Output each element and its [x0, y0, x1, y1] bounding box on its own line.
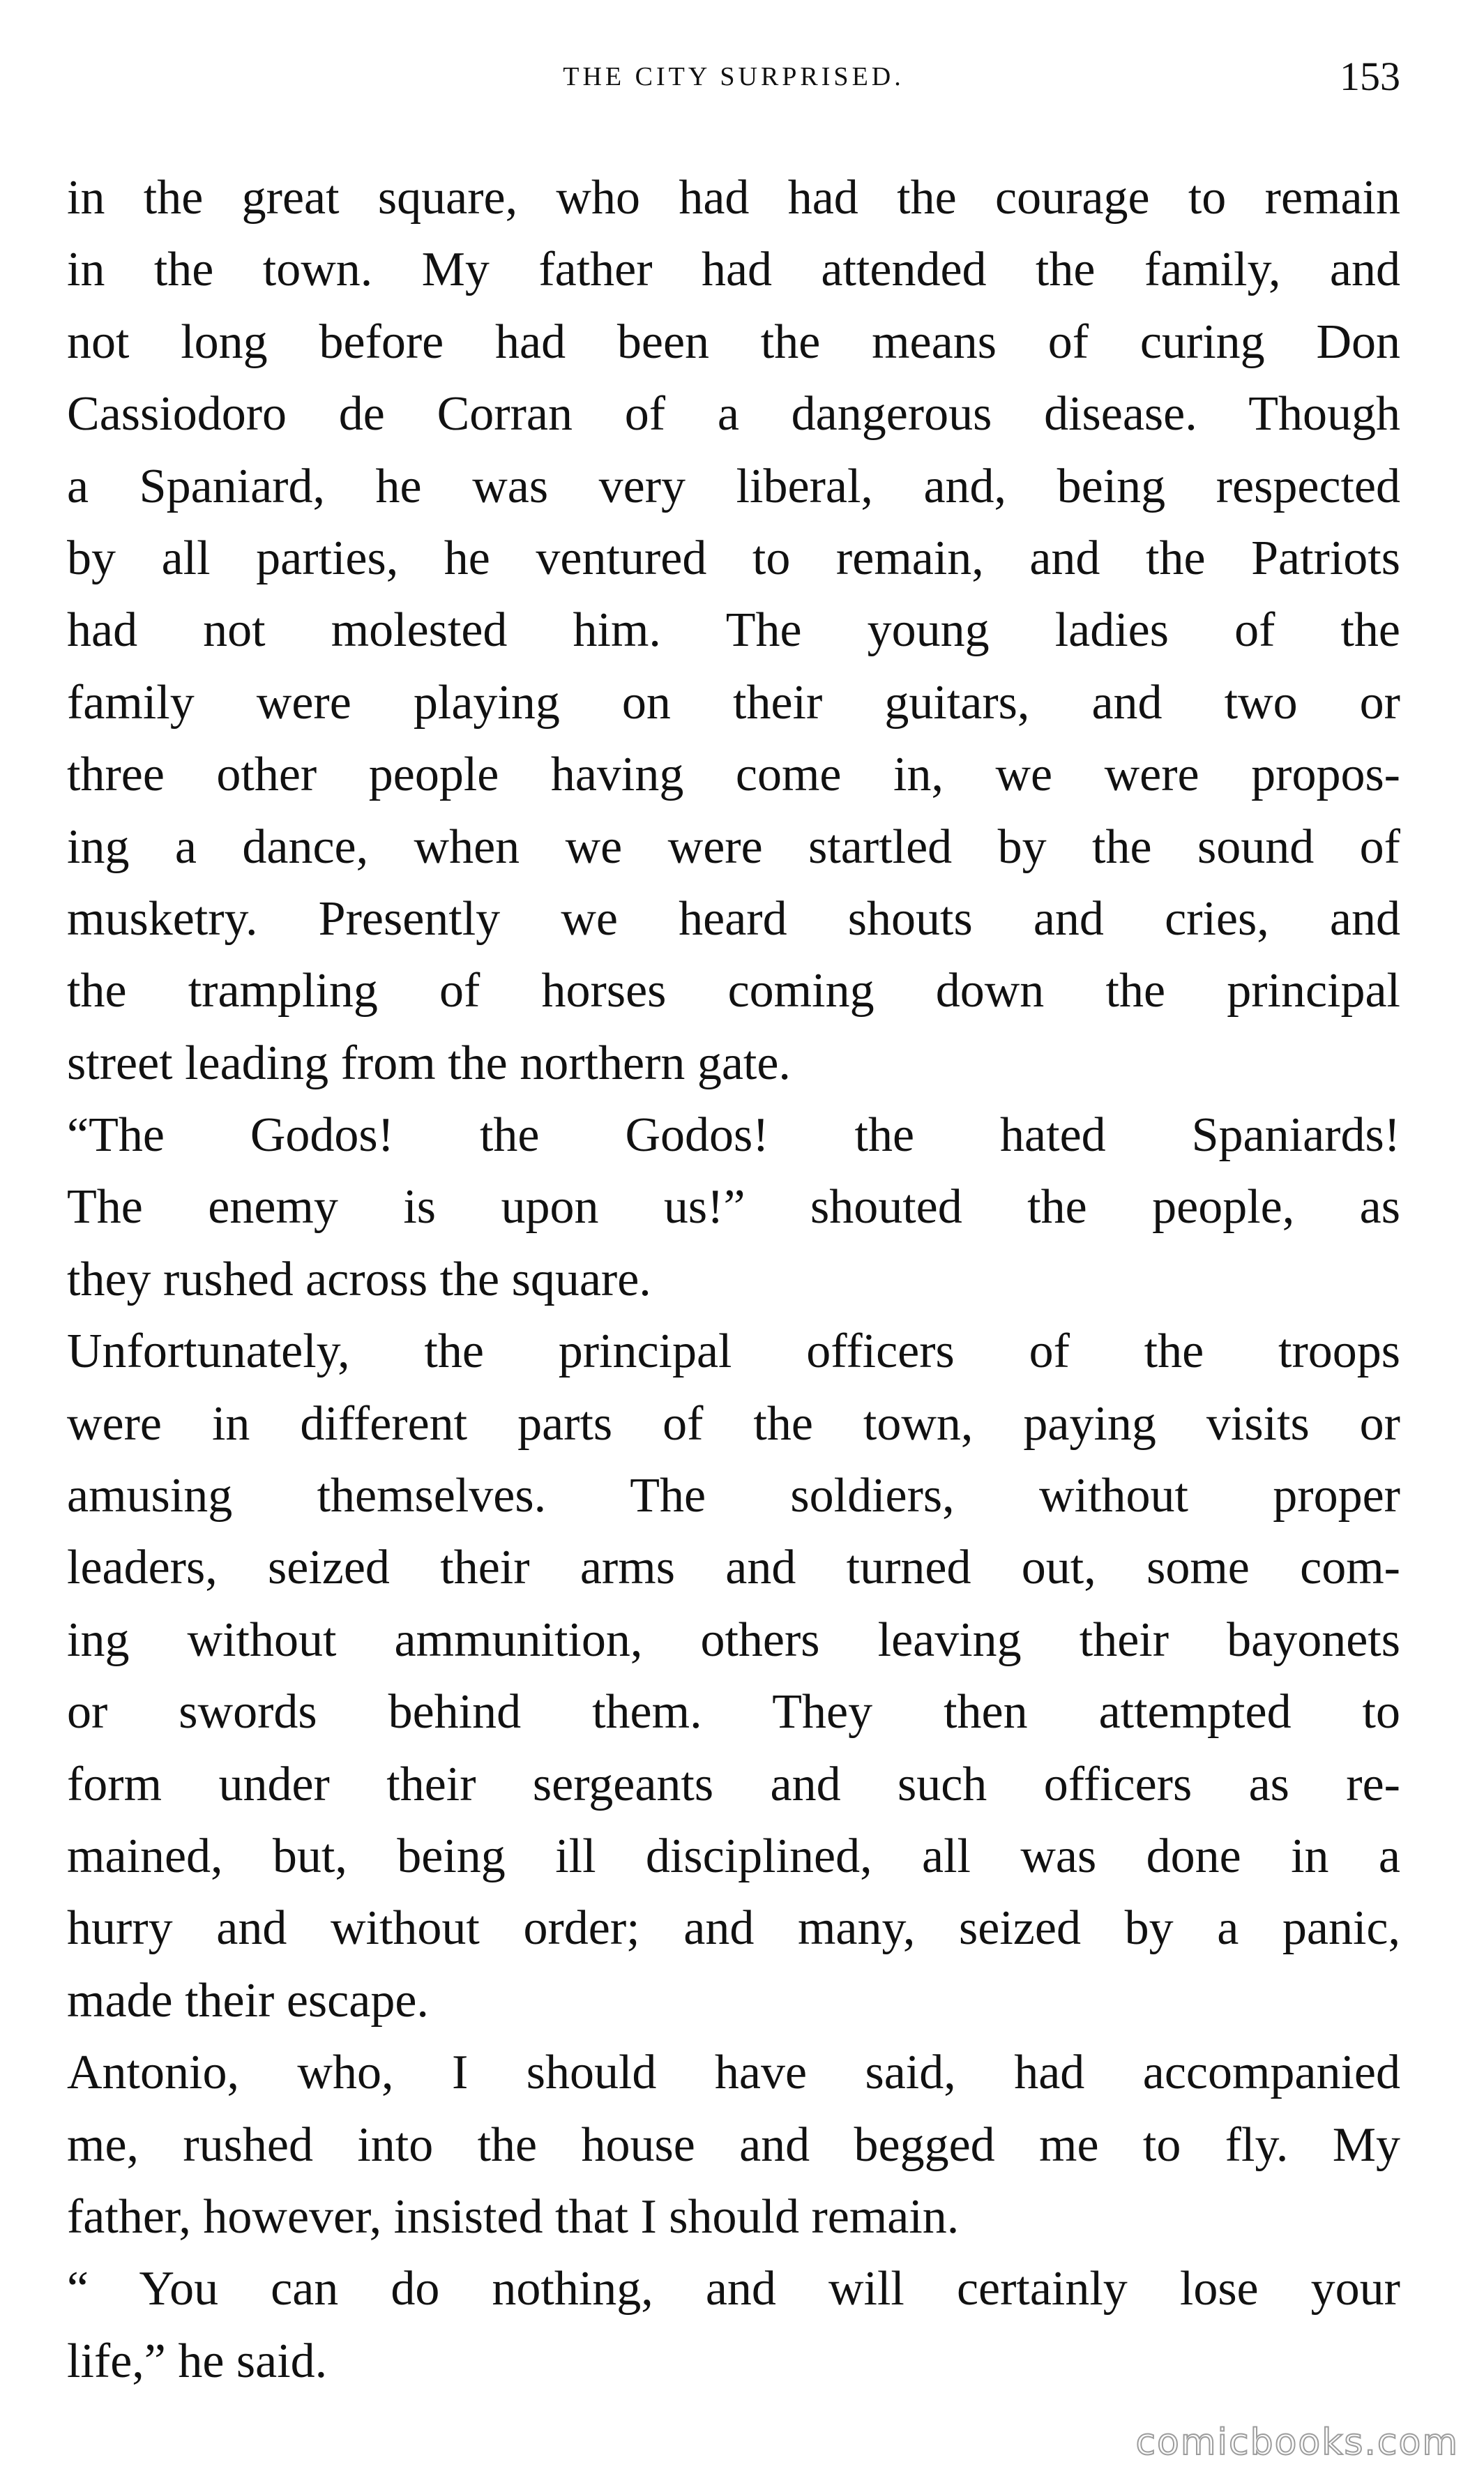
text-line: by all parties, he ventured to remain, and the Patriots — [67, 531, 1400, 585]
body-text — [67, 162, 1400, 2397]
text-line: Unfortunately, the principal officers of the troops — [67, 1324, 1400, 1379]
text-line: the trampling of horses coming down the principal — [67, 964, 1400, 1018]
text-line: family were playing on their guitars, and two or — [67, 675, 1400, 730]
text-line: Antonio, who, I should have said, had accompanied — [67, 2046, 1400, 2100]
text-line: a Spaniard, he was very liberal, and, being respected — [67, 459, 1400, 513]
paragraph — [67, 2253, 1400, 2397]
text-line: musketry. Presently we heard shouts and cries, and — [67, 891, 1400, 946]
text-line: street leading from the northern gate. — [67, 1036, 791, 1090]
text-line: ing without ammunition, others leaving their bayonets — [67, 1613, 1400, 1667]
text-line: me, rushed into the house and begged me to fly. My — [67, 2118, 1400, 2172]
text-line: made their escape. — [67, 1973, 429, 2028]
text-line: or swords behind them. They then attempted to — [67, 1685, 1400, 1739]
text-line: were in different parts of the town, paying visits or — [67, 1396, 1400, 1451]
text-line: “ You can do nothing, and will certainly lose your — [67, 2262, 1400, 2316]
text-line: leaders, seized their arms and turned out, some com- — [67, 1541, 1400, 1595]
text-line: form under their sergeants and such officers as re- — [67, 1757, 1400, 1811]
text-line: father, however, insisted that I should remain. — [67, 2189, 960, 2244]
text-line: “The Godos! the Godos! the hated Spaniards! — [67, 1108, 1400, 1163]
text-line: in the great square, who had had the courage to remain — [67, 171, 1400, 225]
watermark: comicbooks.com — [1135, 2422, 1459, 2463]
text-line: not long before had been the means of curing Don — [67, 315, 1400, 369]
paragraph — [67, 1315, 1400, 2037]
paragraph — [67, 2037, 1400, 2253]
text-line: they rushed across the square. — [67, 1252, 651, 1306]
text-line: three other people having come in, we were propos- — [67, 748, 1400, 802]
text-line: had not molested him. The young ladies of the — [67, 603, 1400, 658]
text-line: ing a dance, when we were startled by the sound of — [67, 820, 1400, 874]
text-line: in the town. My father had attended the family, and — [67, 243, 1400, 297]
text-line: life,” he said. — [67, 2334, 328, 2388]
text-line: Cassiodoro de Corran of a dangerous disease. Though — [67, 387, 1400, 441]
text-line: hurry and without order; and many, seized by a panic, — [67, 1901, 1400, 1956]
page-number: 153 — [1340, 54, 1400, 99]
running-title: THE CITY SURPRISED. — [563, 62, 904, 91]
text-line: The enemy is upon us!” shouted the people, as — [67, 1180, 1400, 1235]
running-head — [67, 54, 1400, 117]
text-line: amusing themselves. The soldiers, without proper — [67, 1469, 1400, 1523]
paragraph — [67, 1099, 1400, 1315]
paragraph — [67, 162, 1400, 1099]
text-line: mained, but, being ill disciplined, all was done in a — [67, 1829, 1400, 1883]
